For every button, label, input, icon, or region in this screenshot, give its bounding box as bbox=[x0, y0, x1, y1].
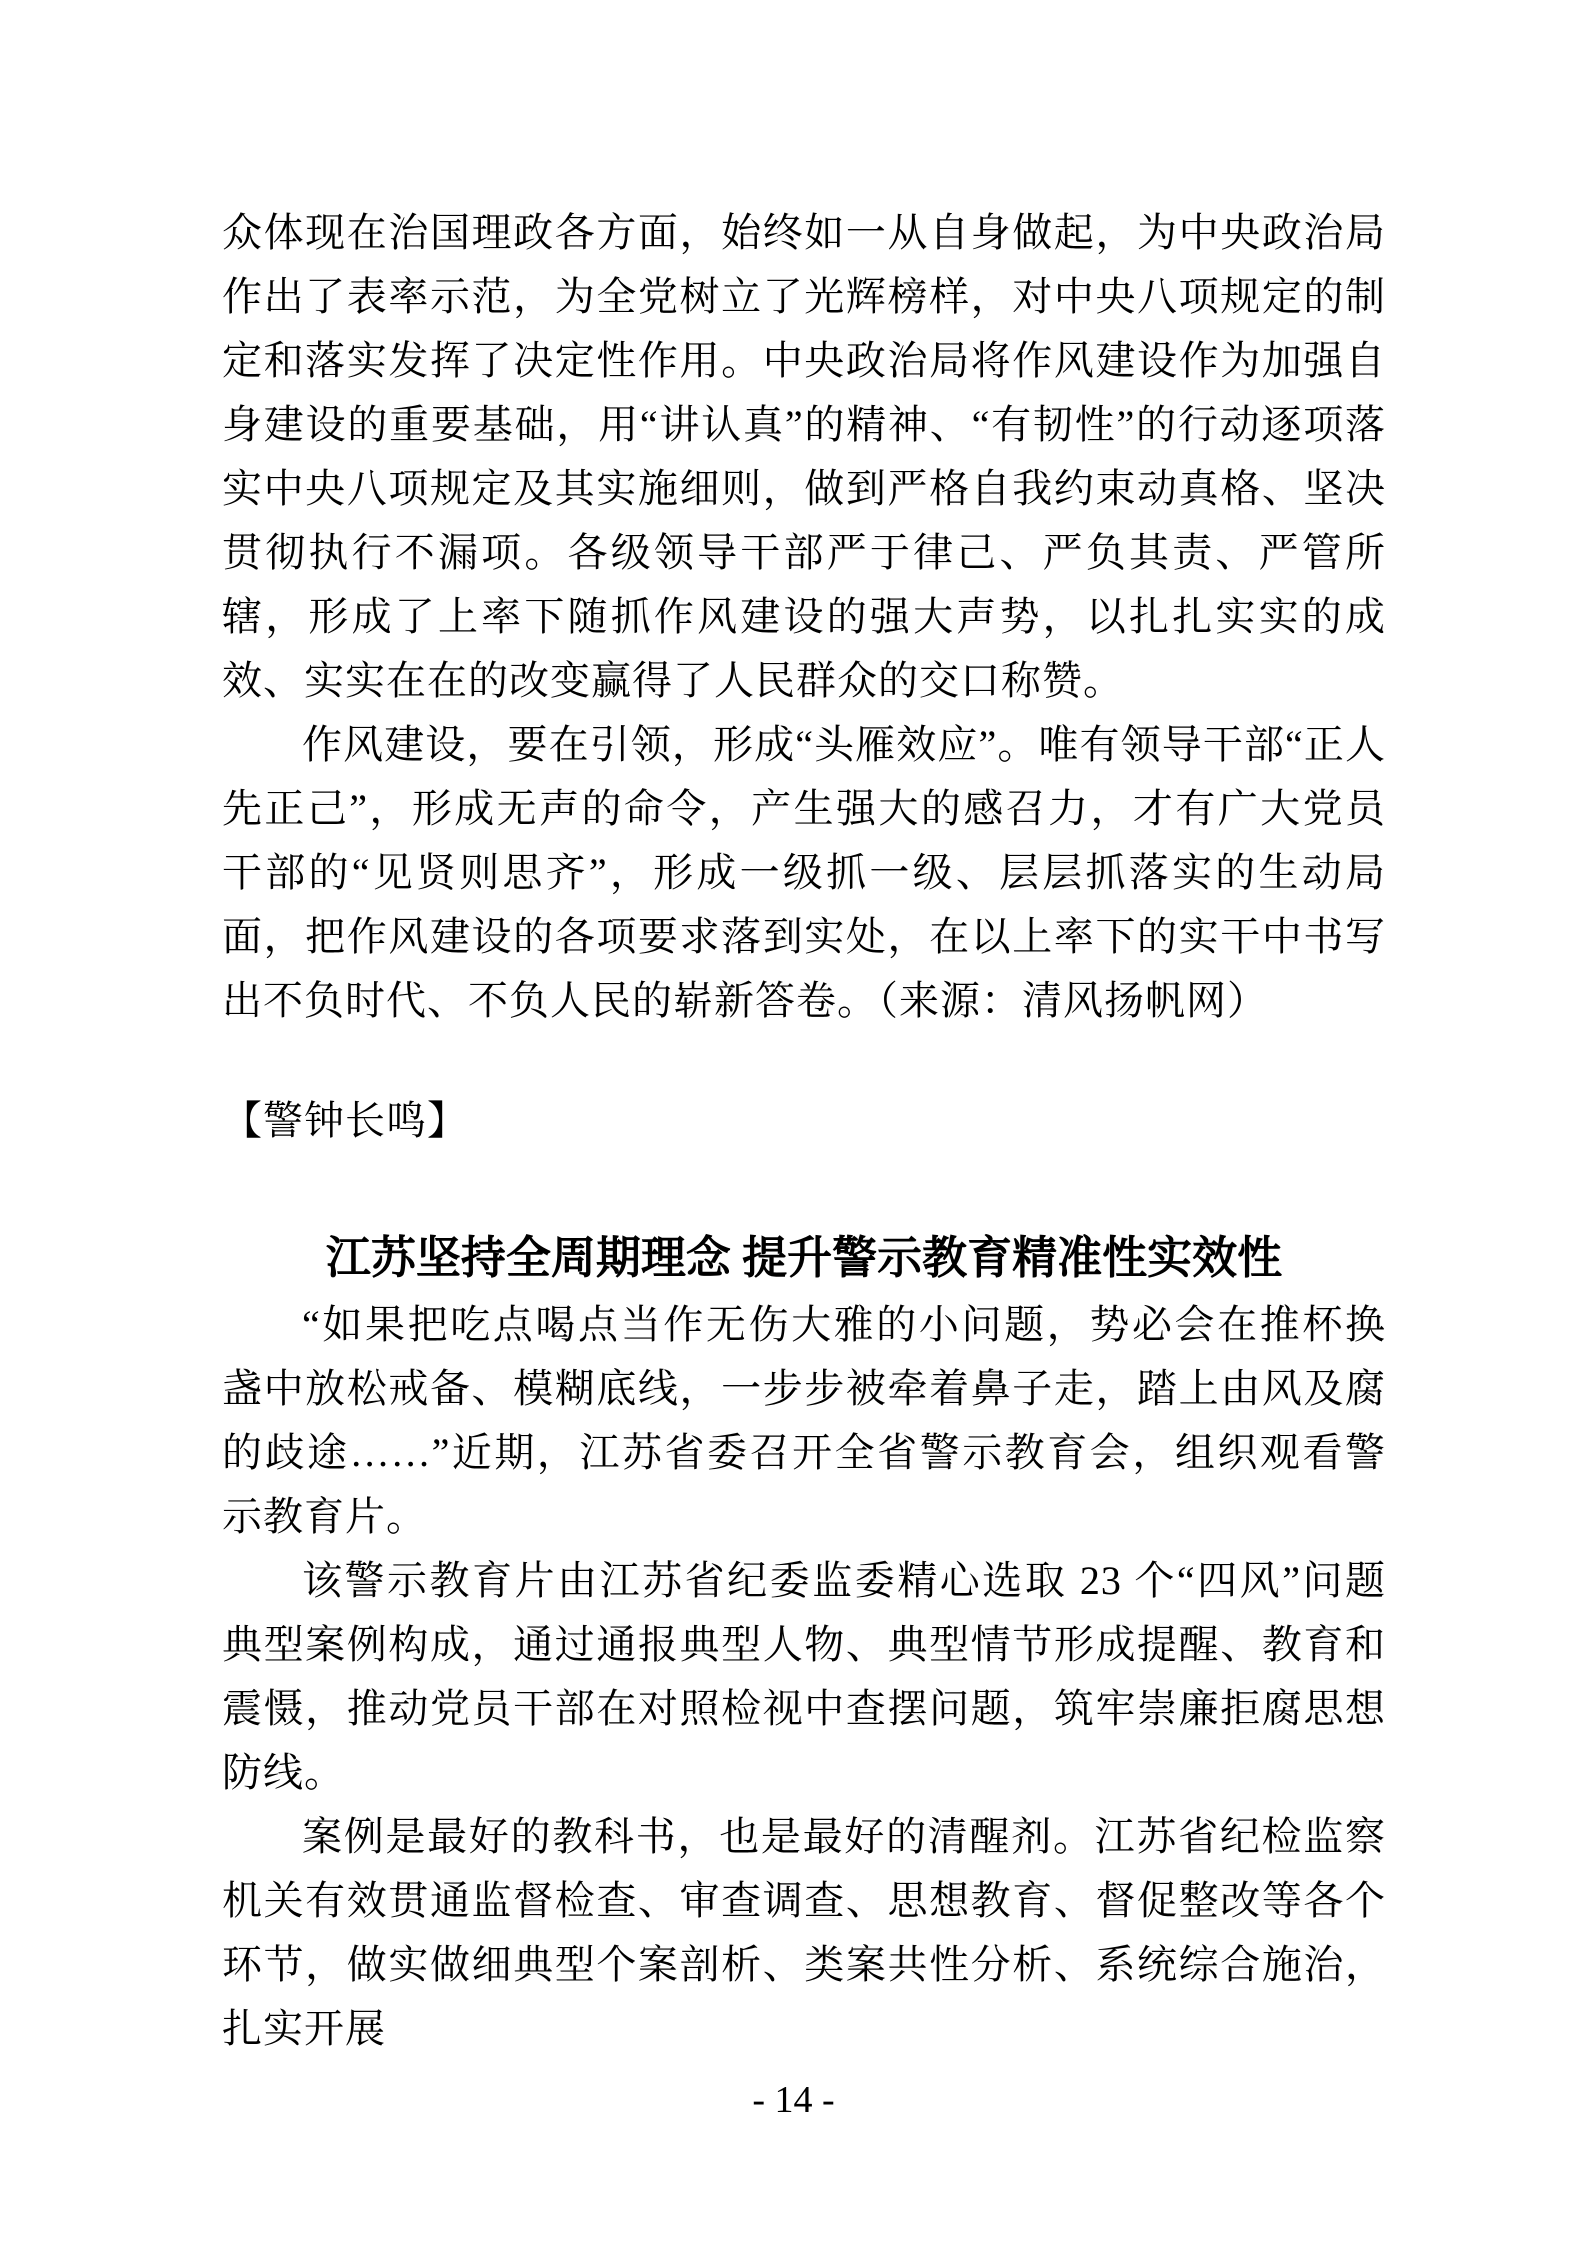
body-paragraph-continuation: 众体现在治国理政各方面，始终如一从自身做起，为中央政治局作出了表率示范，为全党树立了光辉榜样，对中央八项规定的制定和落实发挥了决定性作用。中央政治局将作风建设作为加强自身建设的重要基础，用“讲认真”的精神、“有韧性”的行动逐项落实中央八项规定及其实施细则，做到严格自我约束动真格、坚决贯彻执行不漏项。各级领导干部严于律己、严负其责、严管所辖，形成了上率下随抓作风建设的强大声势，以扎扎实实的成效、实实在在的改变赢得了人民群众的交口称赞。 bbox=[222, 210, 1386, 703]
page-number: - 14 - bbox=[752, 2079, 835, 2121]
body-paragraph-2: 作风建设，要在引领，形成“头雁效应”。唯有领导干部“正人先正己”，形成无声的命令，产生强大的感召力，才有广大党员干部的“见贤则思齐”，形成一级抓一级、层层抓落实的生动局面，把作风建设的各项要求落到实处，在以上率下的实干中书写出不负时代、不负人民的崭新答卷。（来源：清风扬帆网） bbox=[222, 722, 1386, 1023]
page-content bbox=[222, 201, 1386, 2061]
body-paragraph-4: 该警示教育片由江苏省纪委监委精心选取 23 个“四风”问题典型案例构成，通过通报典型人物、典型情节形成提醒、教育和震慑，推动党员干部在对照检视中查摆问题，筑牢崇廉拒腐思想防线。 bbox=[222, 1558, 1386, 1795]
quote-paragraph: “如果把吃点喝点当作无伤大雅的小问题，势必会在推杯换盏中放松戒备、模糊底线，一步步被牵着鼻子走，踏上由风及腐的歧途……”近期，江苏省委召开全省警示教育会，组织观看警示教育片。 bbox=[222, 1302, 1386, 1539]
article-title: 江苏坚持全周期理念 提升警示教育精准性实效性 bbox=[325, 1233, 1283, 1283]
section-label: 【警钟长鸣】 bbox=[222, 1098, 468, 1143]
body-paragraph-5: 案例是最好的教科书，也是最好的清醒剂。江苏省纪检监察机关有效贯通监督检查、审查调查、思想教育、督促整改等各个环节，做实做细典型个案剖析、类案共性分析、系统综合施治，扎实开展 bbox=[222, 1814, 1386, 2051]
